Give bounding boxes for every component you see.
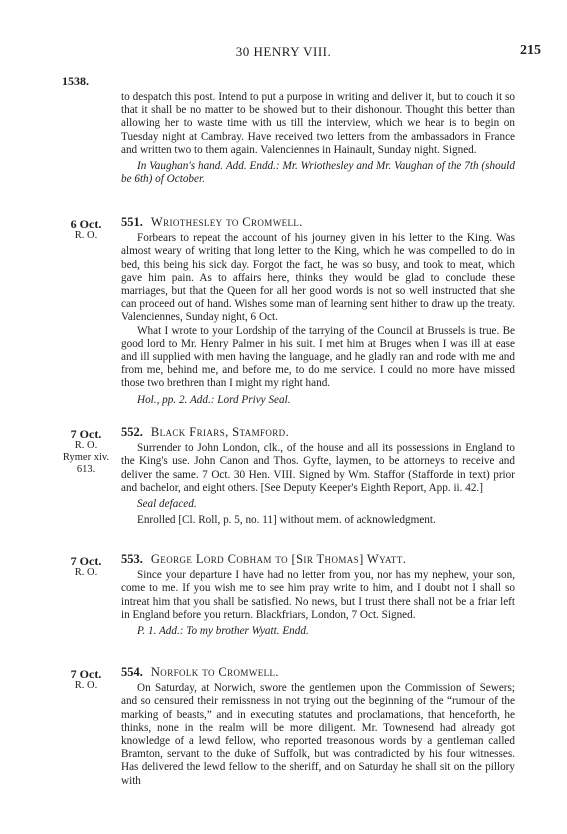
entry-date: 7 Oct. xyxy=(70,427,102,441)
entry-number: 552. xyxy=(121,425,143,439)
entry-note: Hol., pp. 2. Add.: Lord Privy Seal. xyxy=(137,393,291,406)
margin-553 xyxy=(54,555,118,579)
entry-paragraph: Forbears to repeat the account of his journey given in his letter to the King. Was almost weary of writing that long letter to the King, which he was compelled to do in bed, this being his sick day. Forgot the fact, he was so busy, and took to meat, which gave him pain. As to affairs here, thinks they would be glad to conclude these marriages, but that the Queen for all her good words is not so well instructed that she can proceed out of hand. Wishes some man of learning sent hither to draw up the treaty. Valenciennes, Sunday night, 6 Oct. xyxy=(121,232,515,324)
entry-title: Wriothesley to Cromwell. xyxy=(150,215,303,229)
entry-number: 554. xyxy=(121,665,143,679)
margin-554 xyxy=(54,668,118,692)
margin-year: 1538. xyxy=(62,74,89,88)
entry-reference: Rymer xiv. 613. xyxy=(62,452,110,475)
entry-date: 7 Oct. xyxy=(70,667,102,681)
entry-title: George Lord Cobham to [Sir Thomas] Wyatt. xyxy=(150,552,407,566)
entry-heading xyxy=(121,426,515,439)
entry-551 xyxy=(121,216,515,407)
entry-paragraph: On Saturday, at Norwich, swore the gentlemen upon the Commission of Sewers; and so censured their remissness in not trying out the beginning of the “rumour of the marking of beasts,” and in executing statutes and proclamations, that henceforth, he thinks, none in the realm will be more diligent. Mr. Townesend had already got knowledge of a lewd fellow, who reported treasonous words by a gentleman called Bramton, servant to the duke of Suffolk, but was contradicted by his four witnesses. Has delivered the lewd fellow to the sheriff, and on Saturday he shall sit on the pillory with xyxy=(121,682,515,787)
entry-553 xyxy=(121,553,515,638)
entry-date: 6 Oct. xyxy=(70,217,102,231)
entry-title: Norfolk to Cromwell. xyxy=(150,665,279,679)
entry-date: 7 Oct. xyxy=(70,554,102,568)
margin-552 xyxy=(54,428,118,476)
entry-heading xyxy=(121,216,515,229)
entry-number: 553. xyxy=(121,552,143,566)
entry-source: R. O. xyxy=(74,680,98,691)
entry-number: 551. xyxy=(121,215,143,229)
entry-paragraph: Since your departure I have had no letter from you, nor has my nephew, your son, come to me. If you wish me to see him pray write to him, and I doubt not I shall so intreat him that you shall be satisfied. No news, but I trust there shall not be a friar left in England before you return. Blackfriars, London, 7 Oct. Signed. xyxy=(121,569,515,621)
entry-heading xyxy=(121,553,515,566)
entry-source: R. O. xyxy=(74,567,98,578)
entry-source: R. O. xyxy=(74,440,98,451)
entry-heading xyxy=(121,666,515,679)
entry-note: P. 1. Add.: To my brother Wyatt. Endd. xyxy=(137,625,309,638)
continued-text: to despatch this post. Intend to put a purpose in writing and deliver it, but to couch it so that it shall be no matter to be showed but to their dishonour. Thought this better than allowing her to waste time with us till the interview, which we hear is to begin on Tuesday night at Cambray. Have received two letters from the ambassadors in France and written two to them again. Valenciennes in Hainault, Sunday night. Signed. xyxy=(121,91,515,156)
entry-paragraph: What I wrote to your Lordship of the tarrying of the Council at Brussels is true. Be good lord to Mr. Henry Palmer in his suit. I met him at Bruges when I was ill at ease and ill supplied with men having the language, and he gladly ran and rode with me and from me, behind me, and before me, to do me service. I could no more have missed those two brethren than I might my right hand. xyxy=(121,324,515,390)
entry-source: R. O. xyxy=(74,230,98,241)
entry-552 xyxy=(121,426,515,527)
page-number: 215 xyxy=(520,43,541,58)
running-header: 30 HENRY VIII. xyxy=(235,44,332,59)
continued-entry xyxy=(121,91,515,186)
entry-enrolment: Enrolled [Cl. Roll, p. 5, no. 11] without mem. of acknowledgment. xyxy=(137,514,436,527)
continued-note: In Vaughan's hand. Add. Endd.: Mr. Wriothesley and Mr. Vaughan of the 7th (should be 6th) of October. xyxy=(121,160,515,186)
entry-title: Black Friars, Stamford. xyxy=(150,425,290,439)
entry-paragraph: Surrender to John London, clk., of the house and all its possessions in England to the King's use. John Canon and Thos. Gyfte, laymen, to be attorneys to receive and deliver the same. 7 Oct. 30 Hen. VIII. Signed by Wm. Staffor (Stafforde in text) prior and bachelor, and eight others. [See Deputy Keeper's Eighth Report, App. ii. 42.] xyxy=(121,442,515,494)
margin-551 xyxy=(54,218,118,242)
entry-note: Seal defaced. xyxy=(137,498,197,511)
entry-554 xyxy=(121,666,515,788)
